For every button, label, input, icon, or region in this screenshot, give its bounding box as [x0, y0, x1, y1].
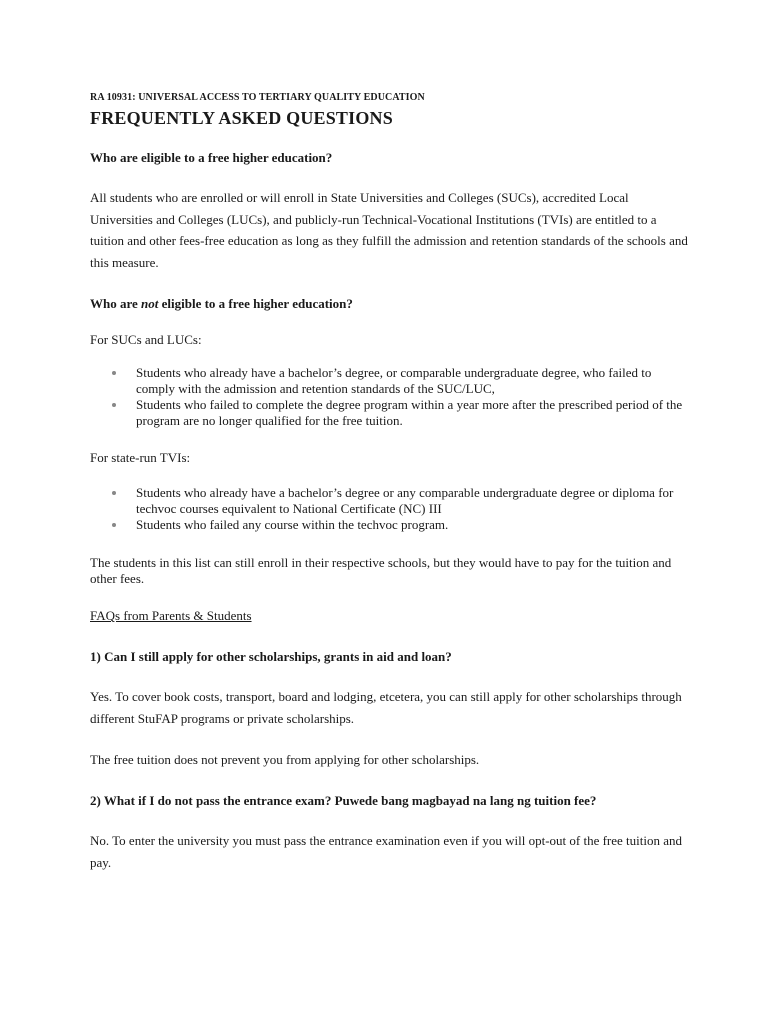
list-item [112, 365, 692, 397]
bullet-icon [112, 403, 116, 407]
list-item [112, 397, 692, 429]
list-item-text: Students who already have a bachelor’s degree or any comparable undergraduate degree or diploma for techvoc courses equivalent to National Certificate (NC) III [136, 485, 674, 516]
page-title: FREQUENTLY ASKED QUESTIONS [90, 108, 393, 128]
list-item [112, 517, 692, 533]
faq-question-1: 1) Can I still apply for other scholarships, grants in aid and loan? [90, 649, 452, 664]
list-item-text: Students who already have a bachelor’s degree, or comparable undergraduate degree, who failed to comply with the admission and retention standards of the SUC/LUC, [136, 365, 652, 396]
question-eligible: Who are eligible to a free higher education? [90, 150, 333, 165]
question-not-eligible-pre: Who are [90, 296, 142, 311]
question-not-eligible [90, 296, 690, 312]
list-item-text: Students who failed any course within the techvoc program. [136, 517, 449, 532]
faq-section-link[interactable]: FAQs from Parents & Students [90, 608, 252, 623]
tvis-bullet-list [112, 485, 692, 533]
document-kicker: RA 10931: UNIVERSAL ACCESS TO TERTIARY QUALITY EDUCATION [90, 92, 425, 103]
for-sucs-heading: For SUCs and LUCs: [90, 332, 202, 347]
bullet-icon [112, 523, 116, 527]
bullet-icon [112, 491, 116, 495]
sucs-bullet-list [112, 365, 692, 429]
faq-answer-1: Yes. To cover book costs, transport, board and lodging, etcetera, you can still apply for other scholarships through different StuFAP programs or private scholarships. [90, 689, 682, 726]
bullet-icon [112, 371, 116, 375]
for-tvis-heading: For state-run TVIs: [90, 450, 191, 465]
list-item [112, 485, 692, 517]
faq-answer-2: No. To enter the university you must pass the entrance examination even if you will opt-out of the free tuition and pay. [90, 833, 683, 870]
question-not-eligible-em: not [141, 296, 159, 311]
answer-eligible: All students who are enrolled or will enroll in State Universities and Colleges (SUCs), accredited Local Universities and Colleges (LUCs), and publicly-run Technical-Vocational Institutions (TVIs) are entitled to a tuition and other fees-free education as long as they fulfill the admission and retention standards of the schools and this measure. [90, 190, 688, 270]
list-note: The students in this list can still enroll in their respective schools, but they would have to pay for the tuition and other fees. [90, 555, 672, 586]
list-item-text: Students who failed to complete the degree program within a year more after the prescribed period of the program are no longer qualified for the free tuition. [136, 397, 683, 428]
faq-question-2: 2) What if I do not pass the entrance exam? Puwede bang magbayad na lang ng tuition fee? [90, 793, 597, 808]
faq-note-1: The free tuition does not prevent you from applying for other scholarships. [90, 752, 480, 767]
question-not-eligible-post: eligible to a free higher education? [158, 296, 353, 311]
